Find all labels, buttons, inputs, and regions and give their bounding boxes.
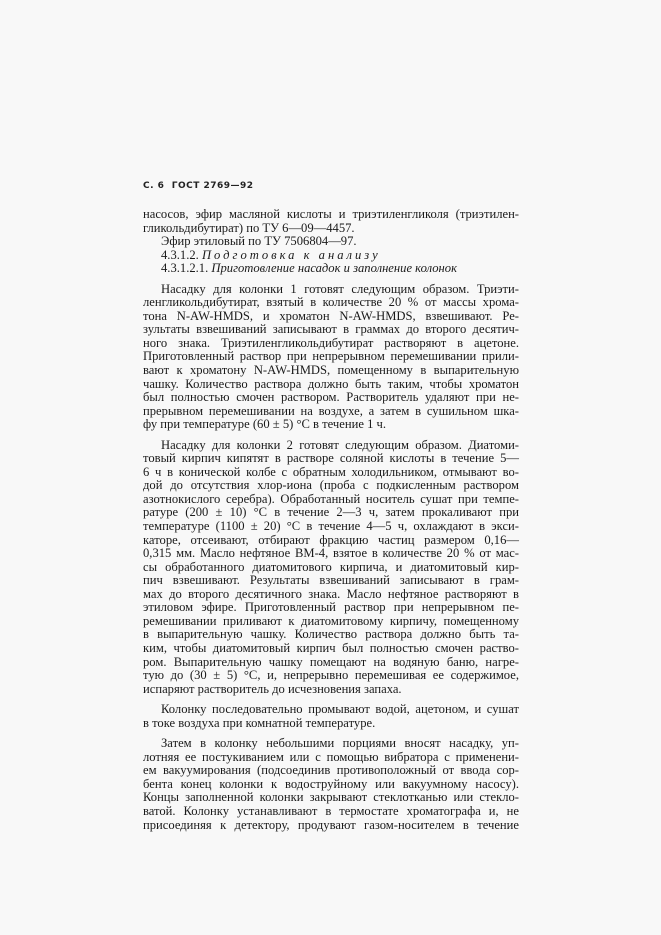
text-line: ватой. Колонку устанавливают в термостате хроматографа и, не [143, 803, 519, 818]
text-line: каторе, отсеивают, отбирают фракцию частиц размером 0,16— [143, 532, 519, 547]
text-line: Насадку для колонки 1 готовят следующим образом. Триэти- [161, 281, 519, 296]
text-line: Концы заполненной колонки закрывают стеклотканью или стекло- [143, 790, 519, 805]
text-line: вают к хроматону N-AW-HMDS, помещенному в выпарительную [143, 363, 519, 378]
text-line: прерывном перемешивании на воздухе, а затем в сушильном шка- [143, 403, 519, 418]
section-title: Приготовление насадок и заполнение колонок [211, 261, 457, 276]
text-line: ем вакуумирования (подсоединив противоположный от ввода сор- [143, 763, 519, 778]
text-line: Эфир этиловый по ТУ 7506804—97. [161, 234, 357, 249]
document-body [143, 208, 519, 832]
section-heading-4-3-1-2-1 [143, 262, 519, 276]
text-line: присоединяя к детектору, продувают газом-носителем в течение [143, 817, 519, 832]
text-line: тую до (30 ± 5) °С, и, непрерывно перемешивая ее содержимое, [143, 668, 519, 683]
text-line: лотняя ее постукиванием или с помощью вибратора с применени- [143, 749, 519, 764]
text-line: азотнокислого серебра). Обработанный носитель сушат при темпе- [143, 491, 519, 506]
text-line: тона N-AW-HMDS, и хроматон N-AW-HMDS, взвешивают. Ре- [143, 308, 519, 323]
text-line: 6 ч в конической колбе с обратным холодильником, отмывают во- [143, 464, 519, 479]
text-line: товый кирпич кипятят в растворе соляной кислоты в течение 5— [143, 451, 519, 466]
text-line: чашку. Количество раствора должно быть таким, чтобы хроматон [143, 376, 519, 391]
text-line: сы обработанного диатомитового кирпича, и диатомитовый кир- [143, 559, 519, 574]
text-line: в токе воздуха при комнатной температуре. [143, 715, 376, 730]
text-line: зультаты взвешиваний записывают в граммах до второго десятич- [143, 322, 519, 337]
text-line: Насадку для колонки 2 готовят следующим образом. Диатоми- [161, 437, 519, 452]
text-line: ратуре (200 ± 10) °С в течение 2—3 ч, затем прокаливают при [143, 505, 519, 520]
paragraph-ether [143, 235, 519, 249]
section-title: Подготовка к анализу [201, 247, 381, 262]
text-line: Колонку последовательно промывают водой, ацетоном, и сушат [161, 702, 519, 717]
text-line: Затем в колонку небольшими порциями вносят насадку, уп- [161, 736, 519, 751]
paragraph-column-washing [143, 703, 519, 730]
paragraph-column-1-packing [143, 283, 519, 432]
paragraph-column-filling [143, 737, 519, 832]
text-line: в выпарительную чашку. Количество раствора должно быть та- [143, 627, 519, 642]
text-line: фу при температуре (60 ± 5) °С в течение 1 ч. [143, 417, 387, 432]
text-line: бента конец колонки к водоструйному или вакуумному насосу). [143, 776, 519, 791]
text-line: ленгликольдибутират, взятый в количестве 20 % от массы хрома- [143, 295, 519, 310]
text-line: ром. Выпарительную чашку помещают на водяную баню, нагре- [143, 654, 519, 669]
text-line: мах до второго десятичного знака. Масло нефтяное растворяют в [143, 586, 519, 601]
text-line: ного знака. Триэтиленгликольдибутират растворяют в ацетоне. [143, 335, 519, 350]
text-line: гликольдибутират) по ТУ 6—09—4457. [143, 220, 355, 235]
page-header [143, 181, 254, 191]
text-line: ремешивании приливают к диатомитовому кирпичу, помещенному [143, 613, 519, 628]
text-line: насосов, эфир масляной кислоты и триэтиленгликоля (триэтилен- [143, 207, 519, 221]
paragraph-continuation [143, 208, 519, 235]
text-line: был полностью смочен раствором. Растворитель удаляют при не- [143, 390, 519, 405]
section-heading-4-3-1-2 [143, 249, 519, 263]
text-line: дой до отсутствия хлор-иона (проба с подкисленным раствором [143, 478, 519, 493]
text-line: испаряют растворитель до исчезновения запаха. [143, 681, 402, 696]
text-line: этиловом эфире. Приготовленный раствор при непрерывном пе- [143, 600, 519, 615]
section-number: 4.3.1.2.1. [161, 261, 209, 276]
text-line: Приготовленный раствор при непрерывном перемешивании прили- [143, 349, 519, 364]
page-number: С. 6 [143, 181, 165, 191]
paragraph-column-2-packing [143, 439, 519, 696]
text-line: пич взвешивают. Результаты взвешиваний записывают в грам- [143, 573, 519, 588]
text-line: температуре (1100 ± 20) °С в течение 4—5 ч, охлаждают в экси- [143, 519, 519, 534]
standard-code: ГОСТ 2769—92 [171, 181, 254, 191]
section-number: 4.3.1.2. [161, 247, 199, 262]
text-line: ким, чтобы диатомитовый кирпич был полностью смочен раство- [143, 640, 519, 655]
text-line: 0,315 мм. Масло нефтяное ВМ-4, взятое в количестве 20 % от мас- [143, 546, 519, 561]
